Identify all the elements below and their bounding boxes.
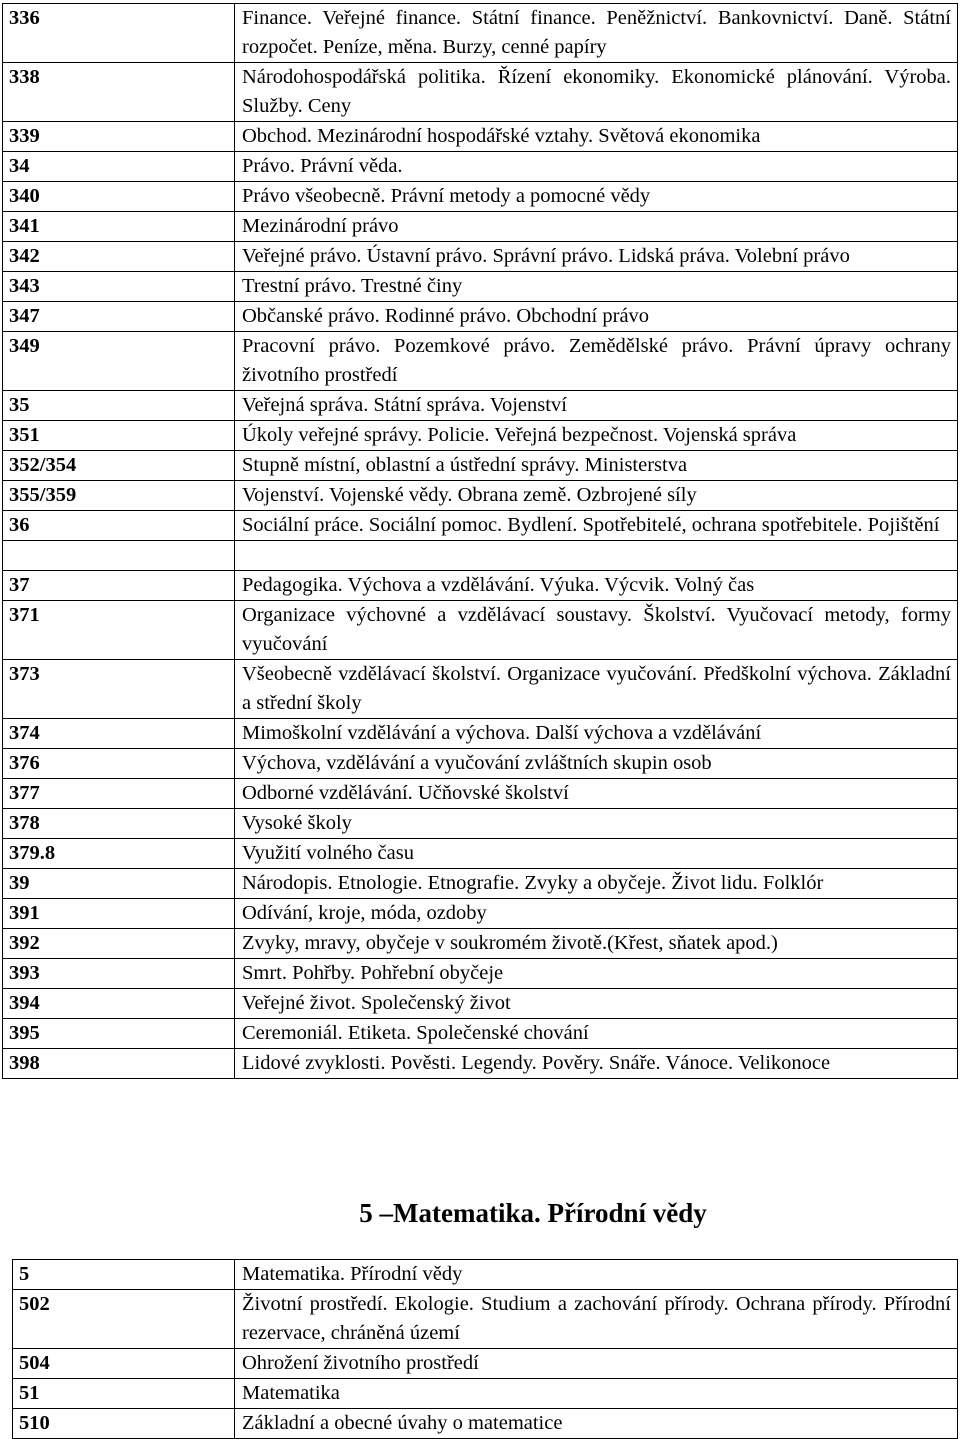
class-code: 393 bbox=[3, 959, 235, 989]
class-description: Veřejná správa. Státní správa. Vojenství bbox=[235, 391, 958, 421]
table-row bbox=[3, 122, 958, 152]
class-description bbox=[235, 541, 958, 571]
table-row bbox=[3, 1019, 958, 1049]
table-row bbox=[3, 839, 958, 869]
classification-table-body bbox=[13, 1260, 958, 1439]
class-code: 37 bbox=[3, 571, 235, 601]
classification-table-body bbox=[3, 4, 958, 1079]
class-code: 374 bbox=[3, 719, 235, 749]
table-row bbox=[3, 601, 958, 660]
class-code: 376 bbox=[3, 749, 235, 779]
classification-table-mathematics bbox=[12, 1259, 958, 1439]
table-row bbox=[3, 182, 958, 212]
class-description: Smrt. Pohřby. Pohřební obyčeje bbox=[235, 959, 958, 989]
class-description: Úkoly veřejné správy. Policie. Veřejná bezpečnost. Vojenská správa bbox=[235, 421, 958, 451]
class-description: Právo všeobecně. Právní metody a pomocné vědy bbox=[235, 182, 958, 212]
class-code: 342 bbox=[3, 242, 235, 272]
table-row bbox=[3, 809, 958, 839]
class-code: 378 bbox=[3, 809, 235, 839]
class-description: Matematika. Přírodní vědy bbox=[235, 1260, 958, 1290]
class-description: Ohrožení životního prostředí bbox=[235, 1349, 958, 1379]
table-row bbox=[3, 571, 958, 601]
section-heading: 5 –Matematika. Přírodní vědy bbox=[359, 1198, 707, 1228]
class-description: Trestní právo. Trestné činy bbox=[235, 272, 958, 302]
table-row bbox=[3, 989, 958, 1019]
class-description: Výchova, vzdělávání a vyučování zvláštních skupin osob bbox=[235, 749, 958, 779]
class-code: 392 bbox=[3, 929, 235, 959]
class-description: Mezinárodní právo bbox=[235, 212, 958, 242]
class-code: 35 bbox=[3, 391, 235, 421]
table-row bbox=[3, 660, 958, 719]
table-row bbox=[3, 242, 958, 272]
class-code: 34 bbox=[3, 152, 235, 182]
table-row bbox=[3, 451, 958, 481]
class-code: 379.8 bbox=[3, 839, 235, 869]
table-row bbox=[3, 302, 958, 332]
table-row bbox=[3, 511, 958, 541]
table-row bbox=[13, 1409, 958, 1439]
class-code: 504 bbox=[13, 1349, 235, 1379]
class-description: Lidové zvyklosti. Pověsti. Legendy. Pověry. Snáře. Vánoce. Velikonoce bbox=[235, 1049, 958, 1079]
class-description: Obchod. Mezinárodní hospodářské vztahy. Světová ekonomika bbox=[235, 122, 958, 152]
table-row bbox=[3, 152, 958, 182]
table-row bbox=[13, 1290, 958, 1349]
class-description: Zvyky, mravy, obyčeje v soukromém životě.(Křest, sňatek apod.) bbox=[235, 929, 958, 959]
table-row bbox=[3, 959, 958, 989]
class-description: Organizace výchovné a vzdělávací soustavy. Školství. Vyučovací metody, formy vyučování bbox=[235, 601, 958, 660]
class-code: 341 bbox=[3, 212, 235, 242]
class-code: 502 bbox=[13, 1290, 235, 1349]
class-code: 377 bbox=[3, 779, 235, 809]
classification-table-social-sciences bbox=[2, 3, 958, 1079]
class-description: Matematika bbox=[235, 1379, 958, 1409]
class-description: Pracovní právo. Pozemkové právo. Zemědělské právo. Právní úpravy ochrany životního prostředí bbox=[235, 332, 958, 391]
table-row bbox=[3, 332, 958, 391]
class-code: 338 bbox=[3, 63, 235, 122]
class-code: 343 bbox=[3, 272, 235, 302]
class-code: 349 bbox=[3, 332, 235, 391]
class-description: Veřejné život. Společenský život bbox=[235, 989, 958, 1019]
class-code: 339 bbox=[3, 122, 235, 152]
class-code: 340 bbox=[3, 182, 235, 212]
class-description: Finance. Veřejné finance. Státní finance. Peněžnictví. Bankovnictví. Daně. Státní rozpočet. Peníze, měna. Burzy, cenné papíry bbox=[235, 4, 958, 63]
class-description: Odívání, kroje, móda, ozdoby bbox=[235, 899, 958, 929]
class-code: 398 bbox=[3, 1049, 235, 1079]
table-row bbox=[13, 1260, 958, 1290]
class-description: Právo. Právní věda. bbox=[235, 152, 958, 182]
class-code: 395 bbox=[3, 1019, 235, 1049]
class-code bbox=[3, 541, 235, 571]
class-code: 51 bbox=[13, 1379, 235, 1409]
class-description: Vojenství. Vojenské vědy. Obrana země. Ozbrojené síly bbox=[235, 481, 958, 511]
table-row bbox=[13, 1379, 958, 1409]
table-row bbox=[13, 1349, 958, 1379]
table-row bbox=[3, 272, 958, 302]
class-description: Sociální práce. Sociální pomoc. Bydlení. Spotřebitelé, ochrana spotřebitele. Pojištění bbox=[235, 511, 958, 541]
table-row bbox=[3, 749, 958, 779]
table-row bbox=[3, 421, 958, 451]
class-code: 336 bbox=[3, 4, 235, 63]
class-code: 352/354 bbox=[3, 451, 235, 481]
class-code: 373 bbox=[3, 660, 235, 719]
class-code: 391 bbox=[3, 899, 235, 929]
class-description: Ceremoniál. Etiketa. Společenské chování bbox=[235, 1019, 958, 1049]
class-description: Občanské právo. Rodinné právo. Obchodní právo bbox=[235, 302, 958, 332]
class-code: 355/359 bbox=[3, 481, 235, 511]
table-row bbox=[3, 899, 958, 929]
class-code: 510 bbox=[13, 1409, 235, 1439]
class-description: Základní a obecné úvahy o matematice bbox=[235, 1409, 958, 1439]
table-row bbox=[3, 391, 958, 421]
class-code: 394 bbox=[3, 989, 235, 1019]
table-row bbox=[3, 212, 958, 242]
class-description: Stupně místní, oblastní a ústřední správy. Ministerstva bbox=[235, 451, 958, 481]
table-row bbox=[3, 869, 958, 899]
class-code: 5 bbox=[13, 1260, 235, 1290]
class-description: Veřejné právo. Ústavní právo. Správní právo. Lidská práva. Volební právo bbox=[235, 242, 958, 272]
table-row bbox=[3, 719, 958, 749]
class-description: Národohospodářská politika. Řízení ekonomiky. Ekonomické plánování. Výroba. Služby. Ceny bbox=[235, 63, 958, 122]
class-description: Životní prostředí. Ekologie. Studium a zachování přírody. Ochrana přírody. Přírodní rezervace, chráněná území bbox=[235, 1290, 958, 1349]
class-code: 347 bbox=[3, 302, 235, 332]
table-row bbox=[3, 541, 958, 571]
table-row bbox=[3, 779, 958, 809]
class-description: Mimoškolní vzdělávání a výchova. Další výchova a vzdělávání bbox=[235, 719, 958, 749]
class-description: Všeobecně vzdělávací školství. Organizace vyučování. Předškolní výchova. Základní a střední školy bbox=[235, 660, 958, 719]
class-code: 39 bbox=[3, 869, 235, 899]
table-row bbox=[3, 481, 958, 511]
class-code: 351 bbox=[3, 421, 235, 451]
class-description: Pedagogika. Výchova a vzdělávání. Výuka. Výcvik. Volný čas bbox=[235, 571, 958, 601]
class-description: Odborné vzdělávání. Učňovské školství bbox=[235, 779, 958, 809]
class-code: 36 bbox=[3, 511, 235, 541]
table-row bbox=[3, 4, 958, 63]
class-description: Využití volného času bbox=[235, 839, 958, 869]
table-row bbox=[3, 63, 958, 122]
table-row bbox=[3, 1049, 958, 1079]
class-code: 371 bbox=[3, 601, 235, 660]
class-description: Vysoké školy bbox=[235, 809, 958, 839]
table-row bbox=[3, 929, 958, 959]
class-description: Národopis. Etnologie. Etnografie. Zvyky a obyčeje. Život lidu. Folklór bbox=[235, 869, 958, 899]
